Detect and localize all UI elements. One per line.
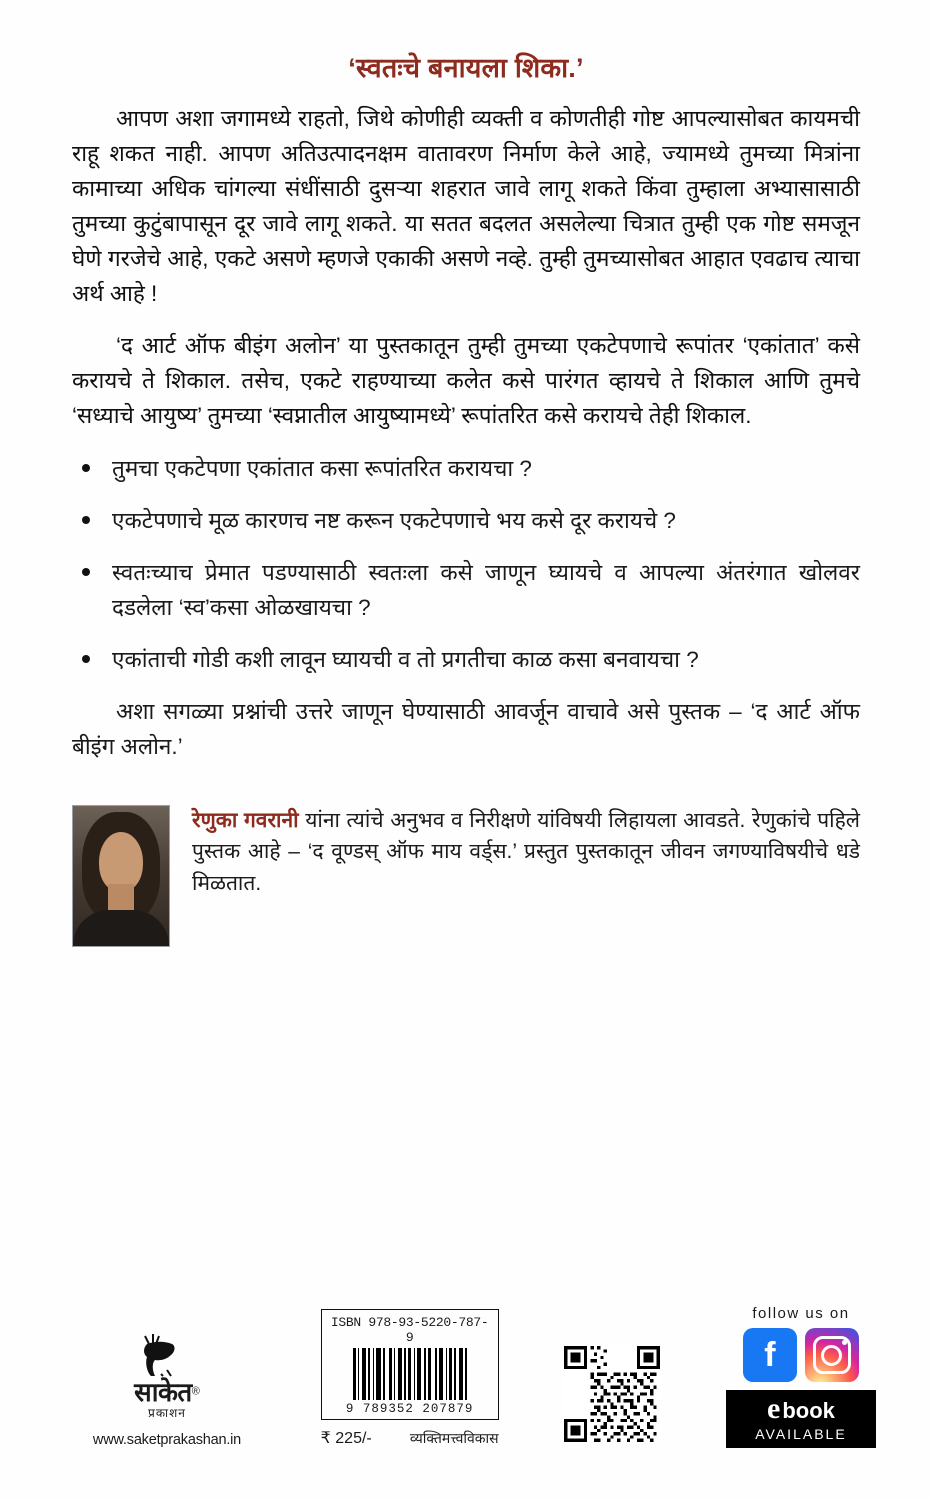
- qr-code-wrap[interactable]: [557, 1346, 667, 1448]
- list-item: [72, 555, 860, 625]
- intro-paragraph-2: ‘द आर्ट ऑफ बीइंग अलोन’ या पुस्तकातून तुम्ही तुमच्या एकटेपणाचे रूपांतर ‘एकांतात’ कसे करायचे ते शिकाल. तसेच, एकटे राहण्याच्या कलेत कसे पारंगत व्हायचे ते शिकाल आणि तुमचे ‘सध्याचे आयुष्य’ तुमच्या ‘स्वप्नातील आयुष्यामध्ये’ रूपांतरित कसे करायचे तेही शिकाल.: [72, 332, 860, 428]
- qr-code-icon[interactable]: [564, 1346, 660, 1442]
- instagram-lens: [821, 1345, 842, 1366]
- ebook-e-label: e: [767, 1392, 781, 1425]
- footer: [72, 1305, 876, 1448]
- author-photo: [72, 805, 170, 947]
- instagram-icon[interactable]: [805, 1328, 859, 1382]
- price-row: [321, 1428, 499, 1448]
- facebook-icon[interactable]: f: [743, 1328, 797, 1382]
- category-label: व्यक्तिमत्त्वविकास: [409, 1430, 499, 1446]
- barcode-icon: [328, 1348, 492, 1400]
- ebook-available-label: AVAILABLE: [755, 1426, 847, 1442]
- bullet-dot-icon: [82, 568, 90, 576]
- list-item-label: स्वतःच्याच प्रेमात पडण्यासाठी स्वतःला कसे जाणून घ्यायचे व आपल्या अंतरंगात खोलवर दडलेला ‘स्व’कसा ओळखायचा ?: [112, 560, 860, 621]
- social-icons: [726, 1328, 876, 1382]
- ebook-book-label: book: [782, 1398, 835, 1423]
- intro-paragraph-1: आपण अशा जगामध्ये राहतो, जिथे कोणीही व्यक्ती व कोणतीही गोष्ट आपल्यासोबत कायमची राहू शकत नाही. आपण अतिउत्पादनक्षम वातावरण निर्माण केले आहे, ज्यामध्ये तुमच्या मित्रांना कामाच्या अधिक चांगल्या संधींसाठी दुसऱ्या शहरात जावे लागू शकते किंवा तुम्हाला अभ्यासासाठी तुमच्या कुटुंबापासून दूर जावे लागू शकते. या सतत बदलत असलेल्या चित्रात तुम्ही एक गोष्ट समजून घेणे गरजेचे आहे, एकटे असणे म्हणजे एकाकी असणे नव्हे. तुम्ही तुमच्यासोबत आहात एवढाच त्याचा अर्थ आहे !: [72, 106, 860, 307]
- isbn-block: [321, 1309, 499, 1448]
- bullet-dot-icon: [82, 464, 90, 472]
- isbn-digits: 9 789352 207879: [345, 1402, 474, 1416]
- author-photo-face: [99, 832, 143, 892]
- publisher-logo-sub: प्रकाशन: [148, 1406, 186, 1420]
- registered-icon: ®: [191, 1385, 200, 1398]
- isbn-box: [321, 1309, 499, 1420]
- price-label: ₹ 225/-: [320, 1430, 372, 1447]
- list-item: [72, 642, 860, 677]
- bullet-dot-icon: [82, 516, 90, 524]
- page-title: ‘स्वतःचे बनायला शिका.’: [348, 53, 584, 83]
- author-name: रेणुका गवरानी: [192, 808, 299, 832]
- list-item: [72, 503, 860, 538]
- list-item-label: एकांताची गोडी कशी लावून घ्यायची व तो प्रगतीचा काळ कसा बनवायचा ?: [112, 647, 699, 673]
- list-item: [72, 451, 860, 486]
- social-block: [726, 1305, 876, 1448]
- author-bio: [192, 805, 860, 900]
- isbn-label: ISBN 978-93-5220-787-9: [330, 1315, 489, 1345]
- author-bio-text: यांना त्यांचे अनुभव व निरीक्षणे यांविषयी लिहायला आवडते. रेणुकांचे पहिले पुस्तक आहे – ‘द वूण्डस् ऑफ माय वर्ड्स.’ प्रस्तुत पुस्तकातून जीवन जगण्याविषयीचे धडे मिळतात.: [192, 808, 861, 895]
- bullet-dot-icon: [82, 655, 90, 663]
- author-block: [72, 805, 860, 947]
- publisher-website[interactable]: www.saketprakashan.in: [92, 1432, 242, 1448]
- question-list: [72, 451, 860, 677]
- list-item-label: तुमचा एकटेपणा एकांतात कसा रूपांतरित करायचा ?: [112, 455, 532, 481]
- instagram-dot: [842, 1340, 847, 1345]
- closing-paragraph: अशा सगळ्या प्रश्नांची उत्तरे जाणून घेण्यासाठी आवर्जून वाचावे असे पुस्तक – ‘द आर्ट ऑफ बीइंग अलोन.’: [72, 699, 860, 760]
- deer-icon: [131, 1330, 187, 1378]
- ebook-badge-top: [734, 1394, 868, 1424]
- publisher-logo: [113, 1330, 221, 1422]
- list-item-label: एकटेपणाचे मूळ कारणच नष्ट करून एकटेपणाचे भय कसे दूर करायचे ?: [112, 507, 676, 533]
- publisher-block: [72, 1330, 262, 1448]
- author-photo-shoulders: [73, 910, 169, 946]
- publisher-logo-word: साकेत: [134, 1377, 192, 1407]
- ebook-badge: [726, 1390, 876, 1448]
- follow-us-label: follow us on: [752, 1305, 850, 1322]
